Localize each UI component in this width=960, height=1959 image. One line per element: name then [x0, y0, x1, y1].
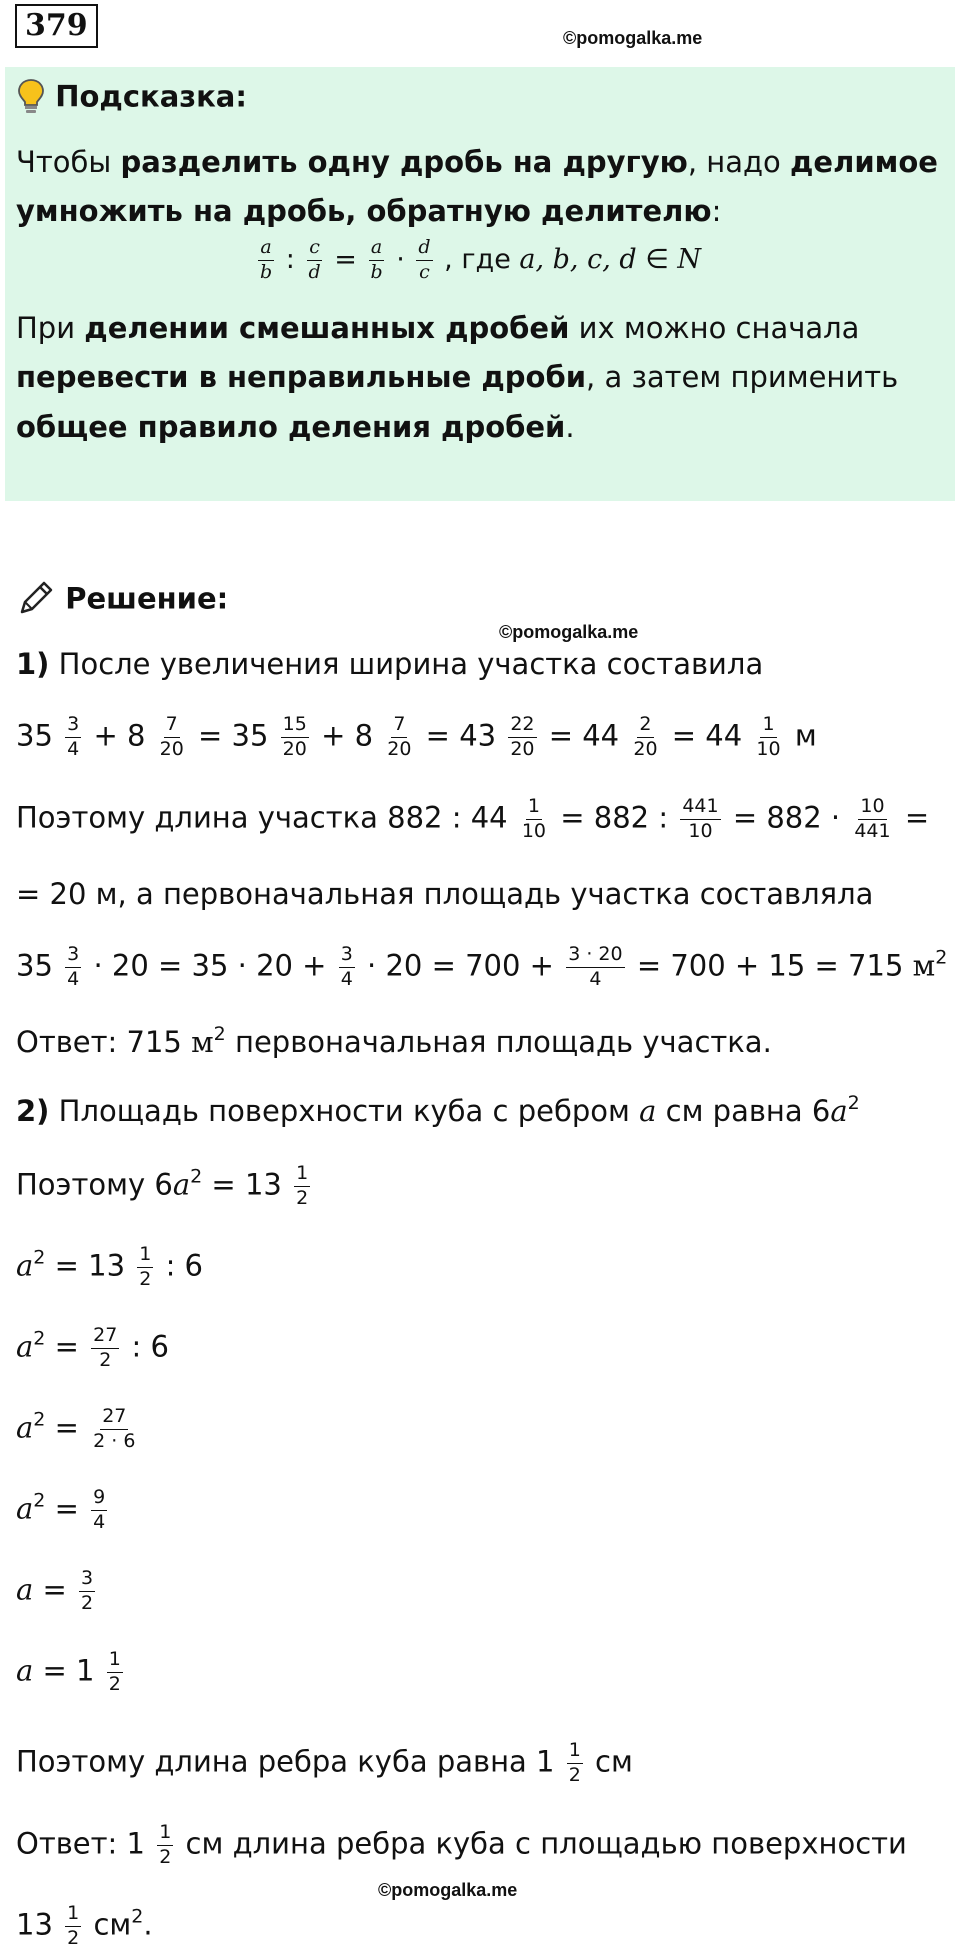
math-variable: a: [16, 1653, 34, 1688]
exponent: 2: [847, 1092, 860, 1114]
unit: м: [794, 718, 817, 753]
text-segment: .: [143, 1907, 153, 1942]
fraction: $\frac{1}{10}$: [756, 713, 781, 760]
watermark-mid: ©pomogalka.me: [499, 622, 639, 642]
text-segment: :: [711, 194, 722, 228]
math-variable: a: [16, 1572, 34, 1607]
text-segment: = 44: [671, 718, 743, 753]
text-segment: Чтобы: [16, 145, 121, 179]
fraction: $\frac{1}{2}$: [296, 1162, 309, 1209]
solution-title-text: Решение:: [65, 581, 229, 616]
text-segment: =: [45, 1491, 79, 1526]
unit: м: [912, 948, 936, 983]
math-variable: a: [830, 1094, 848, 1128]
text-segment: см длина ребра куба с площадью поверхности: [185, 1826, 907, 1861]
part2-line6: [16, 1569, 98, 1614]
text-segment: При: [16, 311, 85, 345]
math-variable: a: [16, 1329, 34, 1364]
part2-line5: [16, 1488, 110, 1533]
pencil-icon: [16, 578, 56, 623]
fraction: $\frac{3}{4}$: [340, 943, 353, 990]
text-segment: Поэтому длина участка 882 : 44: [16, 800, 508, 835]
fraction: $\frac{27}{2 \cdot 6}$: [93, 1405, 136, 1452]
text-segment: их можно сначала: [569, 311, 860, 345]
math-variable: a: [16, 1410, 34, 1445]
math-variable: a: [16, 1491, 34, 1526]
solution-title: [16, 578, 228, 623]
text-segment: 35: [16, 948, 53, 983]
operator: =: [334, 243, 357, 275]
part2-line4: [16, 1407, 140, 1452]
fraction: $\frac{1}{2}$: [108, 1648, 121, 1695]
text-segment: перевести в неправильные дроби: [16, 360, 587, 394]
text-segment: делимое: [790, 145, 938, 179]
watermark-bottom: ©pomogalka.me: [378, 1880, 518, 1900]
exponent: 2: [33, 1327, 46, 1350]
part2-line8: [16, 1741, 633, 1786]
fraction: $\frac{10}{441}$: [854, 795, 891, 842]
part2-line3: [16, 1326, 169, 1371]
math-variables: a, b, c, d: [519, 243, 637, 275]
exponent: 2: [33, 1489, 46, 1512]
exponent: 2: [33, 1408, 46, 1431]
text-segment: см: [595, 1744, 633, 1779]
fraction: $\frac{2}{20}$: [633, 713, 658, 760]
text-segment: разделить одну дробь на другую: [120, 145, 688, 179]
unit: см: [93, 1907, 132, 1942]
hint-rule2-line3: [16, 410, 575, 444]
fraction: $\frac{15}{20}$: [282, 713, 307, 760]
text-segment: После увеличения ширина участка составила: [49, 647, 764, 681]
text-segment: Ответ: 1: [16, 1826, 145, 1861]
text-segment: = 43: [425, 718, 497, 753]
part2-answer-line1: [16, 1823, 907, 1868]
fraction: $\frac{1}{10}$: [521, 795, 547, 842]
text-segment: + 8: [93, 718, 146, 753]
unit: м: [191, 1025, 214, 1059]
text-segment: = 700 + 15 = 715: [636, 948, 904, 983]
part1-eq2: [16, 797, 929, 842]
text-segment: 13: [16, 1907, 53, 1942]
text-segment: , где: [444, 243, 520, 275]
fraction: $\frac{1}{2}$: [568, 1739, 581, 1786]
text-segment: = 44: [548, 718, 620, 753]
task-number: 379: [15, 4, 98, 48]
fraction: $\frac{1}{2}$: [139, 1243, 152, 1290]
exponent: 2: [213, 1023, 226, 1045]
operator: ·: [396, 243, 405, 275]
text-segment: см равна 6: [656, 1094, 831, 1128]
text-segment: Поэтому 6: [16, 1167, 173, 1202]
text-segment: , надо: [687, 145, 790, 179]
text-segment: : 6: [165, 1248, 204, 1283]
text-segment: = 35: [198, 718, 269, 753]
part1-eq1: [16, 715, 817, 760]
operator: ∈: [645, 243, 669, 275]
text-segment: = 13: [202, 1167, 282, 1202]
part-label: 1): [16, 647, 50, 681]
fraction: $\frac{441}{10}$: [682, 795, 719, 842]
fraction: $\frac{3}{2}$: [81, 1567, 94, 1614]
text-segment: = 882 ·: [732, 800, 841, 835]
fraction: $\frac{1}{2}$: [159, 1821, 172, 1868]
fraction: $\frac{d}{c}$: [418, 236, 431, 283]
hint-rule1-line1: [16, 145, 938, 179]
part2-intro: [16, 1092, 860, 1128]
division-formula: [255, 238, 701, 283]
text-segment: общее правило деления дробей: [16, 410, 566, 444]
text-segment: умножить на дробь, обратную делителю: [16, 194, 712, 228]
math-variable: a: [172, 1167, 191, 1202]
hint-title: [16, 78, 247, 119]
text-segment: Поэтому длина ребра куба равна 1: [16, 1744, 555, 1779]
text-segment: =: [45, 1329, 79, 1364]
math-set: N: [677, 243, 702, 275]
hint-title-text: Подсказка:: [55, 79, 247, 114]
lightbulb-icon: [16, 78, 46, 119]
exponent: 2: [190, 1165, 203, 1188]
fraction: $\frac{7}{20}$: [159, 713, 184, 760]
part2-line7: [16, 1650, 126, 1695]
text-segment: =: [45, 1410, 79, 1445]
part1-intro: [16, 647, 764, 681]
text-segment: Ответ: 715: [16, 1025, 192, 1059]
fraction: $\frac{3}{4}$: [67, 943, 80, 990]
fraction: $\frac{c}{d}$: [308, 236, 321, 283]
fraction: $\frac{22}{20}$: [510, 713, 535, 760]
text-segment: · 20 = 35 · 20 +: [93, 948, 327, 983]
fraction: $\frac{a}{b}$: [370, 236, 383, 283]
math-variable: a: [16, 1248, 34, 1283]
part1-answer: [16, 1023, 772, 1059]
part2-line2: [16, 1245, 203, 1290]
fraction: $\frac{1}{2}$: [67, 1902, 80, 1949]
operator: :: [285, 243, 295, 275]
text-segment: первоначальная площадь участка.: [225, 1025, 772, 1059]
text-segment: = 1: [33, 1653, 95, 1688]
part1-eq4: [16, 945, 947, 990]
fraction: $\frac{3 \cdot 20}{4}$: [568, 943, 623, 990]
text-segment: = 13: [45, 1248, 126, 1283]
text-segment: = 882 :: [560, 800, 669, 835]
hint-rule2-line1: [16, 311, 860, 345]
hint-rule1-line2: [16, 194, 722, 228]
text-segment: · 20 = 700 +: [367, 948, 554, 983]
exponent: 2: [131, 1905, 144, 1928]
fraction: $\frac{27}{2}$: [93, 1324, 118, 1371]
part2-line1: [16, 1164, 313, 1209]
part1-eq3: = 20 м, а первоначальная площадь участка составляла: [16, 877, 874, 911]
fraction: $\frac{3}{4}$: [67, 713, 80, 760]
fraction: $\frac{9}{4}$: [93, 1486, 106, 1533]
text-segment: + 8: [321, 718, 374, 753]
text-segment: .: [565, 410, 575, 444]
part2-answer-line2: [16, 1904, 153, 1949]
text-segment: =: [33, 1572, 67, 1607]
hint-rule2-line2: [16, 360, 899, 394]
text-segment: делении смешанных дробей: [84, 311, 570, 345]
fraction: $\frac{7}{20}$: [387, 713, 412, 760]
math-variable: a: [639, 1094, 657, 1128]
fraction: $\frac{a}{b}$: [260, 236, 273, 283]
text-segment: 35: [16, 718, 53, 753]
text-segment: : 6: [131, 1329, 169, 1364]
text-segment: =: [904, 800, 930, 835]
watermark-top: ©pomogalka.me: [563, 28, 703, 48]
exponent: 2: [935, 946, 948, 969]
text-segment: , а затем применить: [586, 360, 899, 394]
text-segment: Площадь поверхности куба с ребром: [49, 1094, 640, 1128]
exponent: 2: [33, 1246, 46, 1269]
part-label: 2): [16, 1094, 50, 1128]
